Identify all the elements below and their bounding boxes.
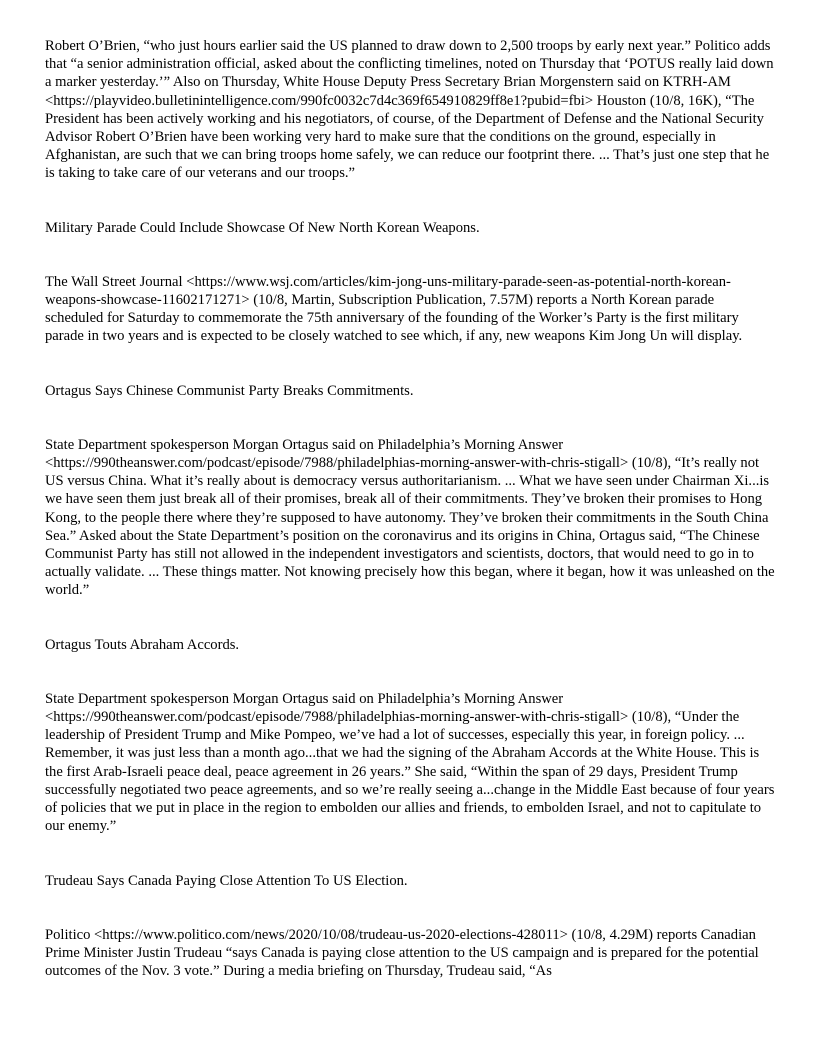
article-paragraph-obrien: Robert O’Brien, “who just hours earlier said the US planned to draw down to 2,500 troops by early next year.” Politico adds that “a senior administration official, asked about the conflicting timelines, noted on Thursday that ‘POTUS really laid down a marker yesterday.’” Also on Thursday, White House Deputy Press Secretary Brian Morgenstern said on KTRH-AM <https://playvideo.bulletinintelligence.com/990fc0032c7d4c369f654910829ff8e1?pubid=fbi> Houston (10/8, 16K), “The President has been actively working and his negotiators, of course, of the Department of Defense and the National Security Advisor Robert O’Brien have been working very hard to make sure that the conditions on the ground, especially in Afghanistan, are such that we can bring troops home safely, we can reduce our footprint there. ... That’s just one step that he is taking to take care of our veterans and our troops.” (45, 38, 774, 182)
section-gap (45, 183, 775, 219)
section-gap (45, 836, 775, 872)
section-gap (45, 346, 775, 382)
headline-trudeau: Trudeau Says Canada Paying Close Attention To US Election. (45, 872, 408, 889)
section-gap (45, 237, 775, 273)
section-gap (45, 654, 775, 690)
section-gap (45, 400, 775, 436)
section-gap (45, 600, 775, 636)
article-paragraph-wsj: The Wall Street Journal <https://www.wsj.com/articles/kim-jong-uns-military-parade-seen-as-potential-north-korean-weapons-showcase-11602171271> (10/8, Martin, Subscription Publication, 7.57M) reports a North Korean parade scheduled for Saturday to commemorate the 75th anniversary of the founding of the Worker’s Party is the first military parade in two years and is expected to be closely watched to see which, if any, new weapons Kim Jong Un will display. (45, 273, 743, 345)
article-paragraph-politico-trudeau: Politico <https://www.politico.com/news/2020/10/08/trudeau-us-2020-elections-428011> (10/8, 4.29M) reports Canadian Prime Minister Justin Trudeau “says Canada is paying close attention to the US campaign and is prepared for the potential outcomes of the Nov. 3 vote.” During a media briefing on Thursday, Trudeau said, “As (45, 926, 759, 980)
document-page (45, 37, 775, 980)
section-gap (45, 890, 775, 926)
headline-ortagus-ccp: Ortagus Says Chinese Communist Party Breaks Commitments. (45, 382, 414, 399)
headline-abraham-accords: Ortagus Touts Abraham Accords. (45, 636, 240, 653)
article-paragraph-abraham-accords: State Department spokesperson Morgan Ortagus said on Philadelphia’s Morning Answer <https://990theanswer.com/podcast/episode/7988/philadelphias-morning-answer-with-chris-stigall> (10/8), “Under the leadership of President Trump and Mike Pompeo, we’ve had a lot of successes, especially this year, in foreign policy. ... Remember, it was just less than a month ago...that we had the signing of the Abraham Accords at the White House. This is the first Arab-Israeli peace deal, peace agreement in 26 years.” She said, “Within the span of 29 days, President Trump successfully negotiated two peace agreements, and so we’re really seeing a...change in the Middle East because of four years of policies that we put in place in the region to embolden our allies and friends, to embolden Israel, and not to capitulate to our enemy.” (45, 690, 775, 835)
headline-military-parade: Military Parade Could Include Showcase Of New North Korean Weapons. (45, 219, 480, 236)
article-paragraph-ortagus-china: State Department spokesperson Morgan Ortagus said on Philadelphia’s Morning Answer <https://990theanswer.com/podcast/episode/7988/philadelphias-morning-answer-with-chris-stigall> (10/8), “It’s really not US versus China. What it’s really about is democracy versus authoritarianism. ... What we have seen under Chairman Xi...is we have seen them just break all of their promises, break all of their commitments. They’ve broken their promises to Hong Kong, to the people there where they’re supposed to have autonomy. They’ve broken their commitments in the South China Sea.” Asked about the State Department’s position on the coronavirus and its origins in China, Ortagus said, “The Chinese Communist Party has still not allowed in the independent investigators and scientists, doctors, that would need to go in to actually validate. ... These things matter. Not knowing precisely how this began, where it began, how it was unleashed on the world.” (45, 436, 775, 599)
